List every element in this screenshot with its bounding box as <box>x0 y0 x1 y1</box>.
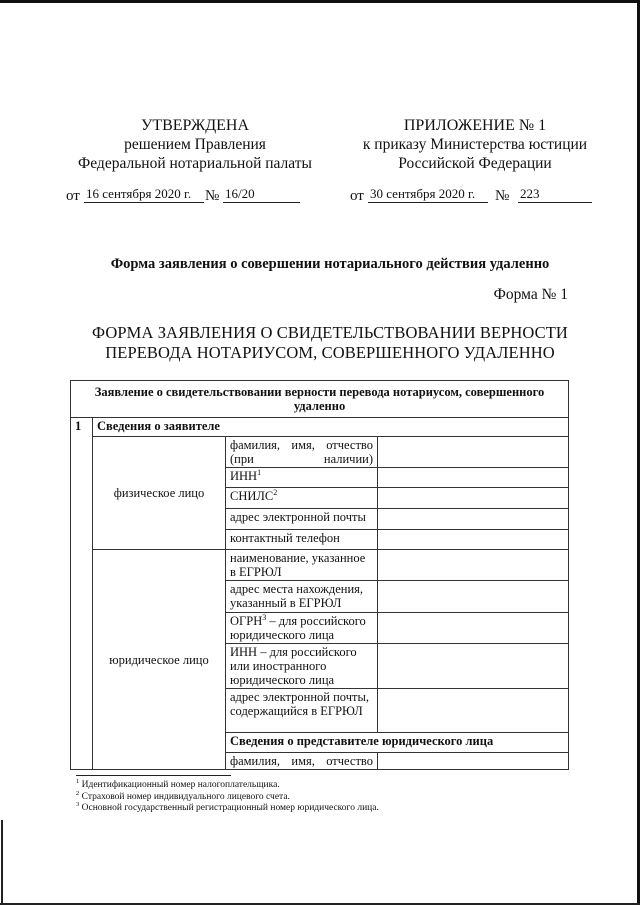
main-title <box>60 323 600 363</box>
field-value-rep-full-name[interactable] <box>378 753 569 770</box>
representative-section-title: Сведения о представителе юридического лица <box>226 733 569 753</box>
appendix-heading: ПРИЛОЖЕНИЕ № 1 <box>403 117 547 134</box>
main-title-line1: ФОРМА ЗАЯВЛЕНИЯ О СВИДЕТЕЛЬСТВОВАНИИ ВЕРНОСТИ <box>92 323 568 342</box>
footnote-ref-2[interactable]: 2 <box>273 487 278 497</box>
field-label-org-inn: ИНН – для российского или иностранного юридического лица <box>226 644 378 689</box>
appendix-dateline <box>350 186 580 206</box>
field-label-ogrn: ОГРН$^3$ – для российского юридического лица <box>226 613 378 644</box>
category-individual: физическое лицо <box>93 437 226 550</box>
field-label-inn: ИНН$^1$ <box>226 468 378 488</box>
field-label-phone: контактный телефон <box>226 530 378 550</box>
approved-date-prefix: от <box>66 188 80 204</box>
field-value-org-name[interactable] <box>378 550 569 581</box>
footnote-1: $^1$ Идентификационный номер налогоплательщика. <box>76 777 280 790</box>
section-title: Сведения о заявителе <box>93 418 569 437</box>
section-number: 1 <box>71 418 93 770</box>
field-value-org-email[interactable] <box>378 689 569 733</box>
appendix-block <box>340 116 610 173</box>
field-value-full-name[interactable] <box>378 437 569 468</box>
field-label-org-email: адрес электронной почты, содержащийся в ЕГРЮЛ <box>226 689 378 733</box>
field-label-org-name: наименование, указанное в ЕГРЮЛ <box>226 550 378 581</box>
application-table <box>70 380 569 770</box>
appendix-number-sign: № <box>495 188 510 204</box>
main-title-line2: ПЕРЕВОДА НОТАРИУСОМ, СОВЕРШЕННОГО УДАЛЕННО <box>105 343 555 362</box>
field-label-snils: СНИЛС$^2$ <box>226 488 378 509</box>
approved-line1: решением Правления <box>124 136 266 153</box>
appendix-line1: к приказу Министерства юстиции <box>362 136 588 153</box>
field-value-snils[interactable] <box>378 488 569 509</box>
form-number: Форма № 1 <box>493 286 568 303</box>
footnote-ref-3[interactable]: 3 <box>262 612 267 622</box>
appendix-number-field[interactable]: 223 <box>518 186 592 203</box>
field-value-org-inn[interactable] <box>378 644 569 689</box>
field-value-inn[interactable] <box>378 468 569 488</box>
table-header: Заявление о свидетельствовании верности перевода нотариусом, совершенного удаленно <box>71 381 569 418</box>
footnotes <box>76 777 379 815</box>
field-value-ogrn[interactable] <box>378 613 569 644</box>
form-title: Форма заявления о совершении нотариального действия удаленно <box>110 256 550 272</box>
approved-dateline <box>66 186 306 206</box>
scan-border-top <box>0 0 640 3</box>
footnote-separator <box>76 775 231 776</box>
field-label-email: адрес электронной почты <box>226 509 378 530</box>
approved-block <box>60 116 330 173</box>
approved-number-sign: № <box>205 188 220 204</box>
field-label-org-address: адрес места нахождения, указанный в ЕГРЮЛ <box>226 581 378 613</box>
scan-border-left <box>1 820 3 905</box>
footnote-2: $^2$ Страховой номер индивидуального лицевого счета. <box>76 789 290 802</box>
appendix-date-prefix: от <box>350 188 364 204</box>
approved-number-field[interactable]: 16/20 <box>223 186 300 203</box>
field-value-email[interactable] <box>378 509 569 530</box>
appendix-line2: Российской Федерации <box>398 155 552 172</box>
field-label-rep-full-name: фамилия, имя, отчество <box>226 753 378 770</box>
approved-line2: Федеральной нотариальной палаты <box>78 155 312 172</box>
field-value-org-address[interactable] <box>378 581 569 613</box>
approved-heading: УТВЕРЖДЕНА <box>140 117 249 134</box>
category-legal-entity: юридическое лицо <box>93 550 226 770</box>
approved-date-field[interactable]: 16 сентября 2020 г. <box>84 186 204 203</box>
field-value-phone[interactable] <box>378 530 569 550</box>
appendix-date-field[interactable]: 30 сентября 2020 г. <box>368 186 488 203</box>
field-label-full-name: фамилия, имя, отчество (при наличии) <box>226 437 378 468</box>
footnote-3: $^3$ Основной государственный регистрационный номер юридического лица. <box>76 800 379 813</box>
footnote-ref-1[interactable]: 1 <box>257 467 262 477</box>
